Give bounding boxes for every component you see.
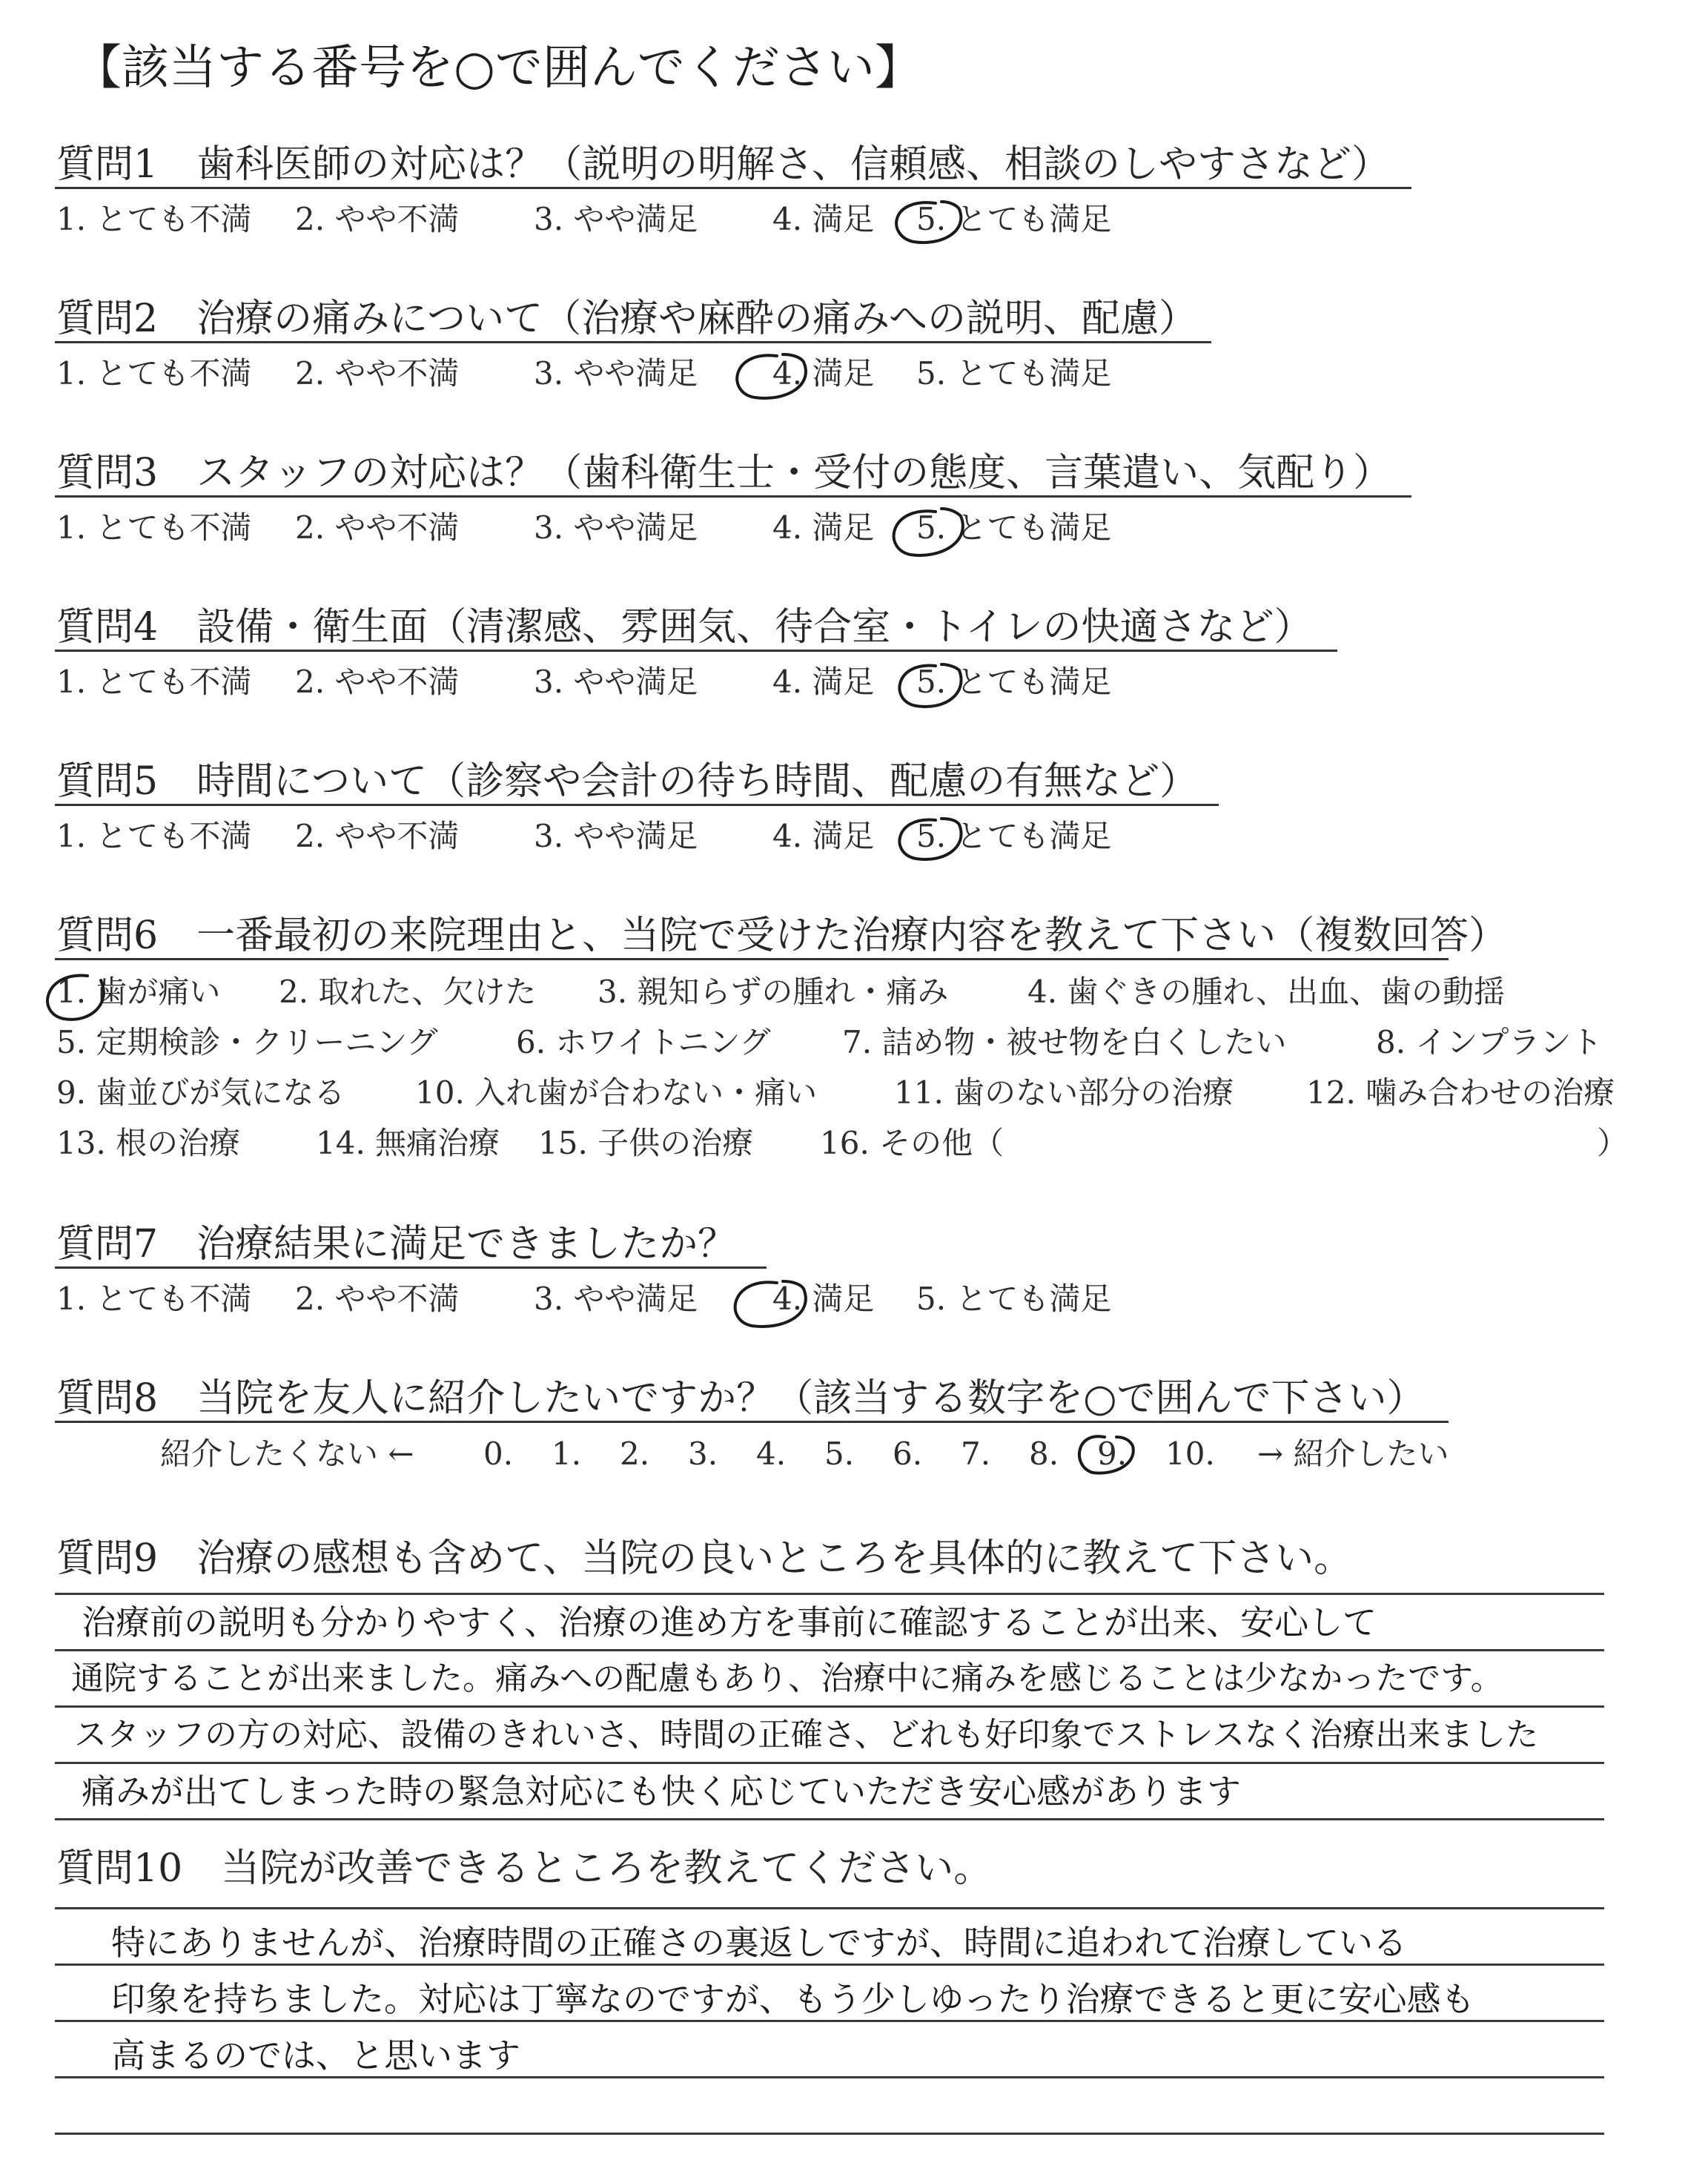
option-2[interactable]: 2. やや不満 xyxy=(295,509,460,546)
option-5[interactable]: 5. とても満足 xyxy=(916,355,1112,392)
option-4[interactable]: 4. 満足 xyxy=(772,818,875,854)
question-10 xyxy=(56,1845,992,1892)
question-3 xyxy=(56,449,1391,497)
option-3[interactable]: 3. やや満足 xyxy=(534,201,698,237)
handwritten-answer-line: スタッフの方の対応、設備のきれいさ、時間の正確さ、どれも好印象でストレスなく治療出来ました xyxy=(74,1716,1539,1754)
reason-option[interactable]: 15. 子供の治療 xyxy=(538,1125,754,1161)
option-2[interactable]: 2. やや不満 xyxy=(295,664,460,700)
scale-6[interactable]: 6. xyxy=(893,1436,923,1472)
question-underline xyxy=(55,1266,767,1269)
handwritten-answer-line: 特にありませんが、治療時間の正確さの裏返しですが、時間に追われて治療している xyxy=(111,1923,1407,1963)
question-text: 歯科医師の対応は？（説明の明解さ、信頼感、相談のしやすさなど） xyxy=(196,142,1391,187)
option-2[interactable]: 2. やや不満 xyxy=(295,355,460,392)
option-3[interactable]: 3. やや満足 xyxy=(534,818,698,854)
question-underline xyxy=(55,804,1219,806)
option-4[interactable]: 4. 満足 xyxy=(772,1281,875,1317)
scale-1[interactable]: 1. xyxy=(552,1436,582,1472)
option-2[interactable]: 2. やや不満 xyxy=(295,818,460,854)
option-2[interactable]: 2. やや不満 xyxy=(295,201,460,237)
reason-option[interactable]: 4. 歯ぐきの腫れ、出血、歯の動揺 xyxy=(1027,974,1505,1010)
option-1[interactable]: 1. とても不満 xyxy=(56,664,252,700)
question-text: スタッフの対応は？（歯科衛生士・受付の態度、言葉遣い、気配り） xyxy=(196,451,1392,495)
ruled-line xyxy=(55,1705,1604,1708)
option-4[interactable]: 4. 満足 xyxy=(772,355,875,392)
reason-option[interactable]: 5. 定期検診・クリーニング xyxy=(56,1024,438,1060)
question-underline xyxy=(55,341,1211,343)
question-9 xyxy=(56,1535,1352,1582)
reason-option[interactable]: 10. 入れ歯が合わない・痛い xyxy=(415,1074,818,1111)
scale-4[interactable]: 4. xyxy=(756,1436,787,1472)
reason-option[interactable]: 2. 取れた、欠けた xyxy=(279,974,537,1010)
question-8 xyxy=(56,1375,1425,1422)
ruled-line xyxy=(55,1964,1604,1966)
question-text: 時間について（診察や会計の待ち時間、配慮の有無など） xyxy=(196,759,1199,804)
reason-option-other[interactable]: 16. その他（ xyxy=(820,1125,1004,1161)
question-6 xyxy=(56,912,1507,960)
option-2[interactable]: 2. やや不満 xyxy=(295,1281,460,1317)
reason-option[interactable]: 8. インプラント xyxy=(1376,1024,1603,1060)
question-label: 質問1 xyxy=(56,142,159,187)
option-3[interactable]: 3. やや満足 xyxy=(534,664,698,700)
reason-option[interactable]: 13. 根の治療 xyxy=(56,1125,241,1161)
option-4[interactable]: 4. 満足 xyxy=(772,201,875,237)
handwritten-answer-line: 痛みが出てしまった時の緊急対応にも快く応じていただき安心感があります xyxy=(82,1771,1241,1811)
handwritten-answer-line: 治療前の説明も分かりやすく、治療の進め方を事前に確認することが出来、安心して xyxy=(82,1602,1377,1642)
question-label: 質問4 xyxy=(56,605,159,650)
scale-8[interactable]: 8. xyxy=(1029,1436,1059,1472)
handwritten-answer-line: 通院することが出来ました。痛みへの配慮もあり、治療中に痛みを感じることは少なかったです。 xyxy=(71,1659,1503,1697)
option-5[interactable]: 5. とても満足 xyxy=(916,1281,1112,1317)
question-underline xyxy=(55,958,1449,960)
scale-5[interactable]: 5. xyxy=(824,1436,855,1472)
question-1 xyxy=(56,141,1390,188)
scale-0[interactable]: 0. xyxy=(483,1436,514,1472)
scale-left-label: 紹介したくない ← xyxy=(160,1436,414,1472)
ruled-line xyxy=(55,2133,1604,2135)
reason-option[interactable]: 6. ホワイトニング xyxy=(516,1024,771,1060)
ruled-line xyxy=(55,2020,1604,2022)
ruled-line xyxy=(55,1762,1604,1764)
question-text: 当院が改善できるところを教えてください。 xyxy=(221,1846,993,1891)
question-label: 質問3 xyxy=(56,451,159,495)
question-text: 一番最初の来院理由と、当院で受けた治療内容を教えて下さい（複数回答） xyxy=(196,914,1508,958)
handwritten-answer-line: 高まるのでは、と思います xyxy=(111,2035,520,2075)
question-label: 質問9 xyxy=(56,1536,159,1581)
question-underline xyxy=(55,495,1411,498)
option-5[interactable]: 5. とても満足 xyxy=(916,201,1112,237)
reason-option[interactable]: 12. 噛み合わせの治療 xyxy=(1306,1074,1615,1111)
question-text: 当院を友人に紹介したいですか？（該当する数字を○で囲んで下さい） xyxy=(196,1376,1426,1421)
option-5[interactable]: 5. とても満足 xyxy=(916,664,1112,700)
question-7 xyxy=(56,1221,736,1268)
option-5[interactable]: 5. とても満足 xyxy=(916,818,1112,854)
question-2 xyxy=(56,295,1197,343)
question-underline xyxy=(55,650,1337,652)
question-text: 治療の痛みについて（治療や麻酔の痛みへの説明、配慮） xyxy=(196,297,1198,341)
scale-9[interactable]: 9. xyxy=(1097,1436,1128,1472)
other-close-paren: ） xyxy=(1597,1125,1629,1161)
option-4[interactable]: 4. 満足 xyxy=(772,509,875,546)
option-1[interactable]: 1. とても不満 xyxy=(56,201,252,237)
option-3[interactable]: 3. やや満足 xyxy=(534,355,698,392)
question-text: 設備・衛生面（清潔感、雰囲気、待合室・トイレの快適さなど） xyxy=(196,605,1313,650)
question-label: 質問7 xyxy=(56,1222,159,1266)
question-label: 質問10 xyxy=(56,1846,183,1891)
ruled-line xyxy=(55,1907,1604,1909)
scale-2[interactable]: 2. xyxy=(620,1436,650,1472)
question-label: 質問2 xyxy=(56,297,159,341)
ruled-line xyxy=(55,1818,1604,1820)
scale-right-label: → 紹介したい xyxy=(1257,1436,1449,1472)
option-4[interactable]: 4. 満足 xyxy=(772,664,875,700)
option-1[interactable]: 1. とても不満 xyxy=(56,509,252,546)
question-5 xyxy=(56,758,1198,805)
reason-option[interactable]: 14. 無痛治療 xyxy=(316,1125,500,1161)
question-text: 治療の感想も含めて、当院の良いところを具体的に教えて下さい。 xyxy=(196,1536,1353,1581)
scale-7[interactable]: 7. xyxy=(961,1436,991,1472)
reason-option[interactable]: 9. 歯並びが気になる xyxy=(56,1074,345,1111)
ruled-line xyxy=(55,1649,1604,1651)
question-label: 質問5 xyxy=(56,759,159,804)
option-1[interactable]: 1. とても不満 xyxy=(56,1281,252,1317)
question-text: 治療結果に満足できましたか？ xyxy=(196,1222,737,1266)
page-title: 【該当する番号を○で囲んでください】 xyxy=(74,41,922,96)
reason-option[interactable]: 11. 歯のない部分の治療 xyxy=(894,1074,1234,1111)
scale-3[interactable]: 3. xyxy=(688,1436,718,1472)
question-label: 質問6 xyxy=(56,914,159,958)
ruled-line xyxy=(55,2076,1604,2078)
ruled-line xyxy=(55,1593,1604,1595)
question-underline xyxy=(55,1421,1449,1423)
question-label: 質問8 xyxy=(56,1376,159,1421)
option-5[interactable]: 5. とても満足 xyxy=(916,509,1112,546)
option-3[interactable]: 3. やや満足 xyxy=(534,509,698,546)
reason-option[interactable]: 1. 歯が痛い xyxy=(56,974,221,1010)
option-1[interactable]: 1. とても不満 xyxy=(56,818,252,854)
option-3[interactable]: 3. やや満足 xyxy=(534,1281,698,1317)
scale-10[interactable]: 10. xyxy=(1165,1436,1215,1472)
handwritten-answer-line: 印象を持ちました。対応は丁寧なのですが、もう少しゆったり治療できると更に安心感も xyxy=(111,1979,1475,2019)
reason-option[interactable]: 3. 親知らずの腫れ・痛み xyxy=(598,974,949,1010)
question-underline xyxy=(55,187,1411,189)
option-1[interactable]: 1. とても不満 xyxy=(56,355,252,392)
question-4 xyxy=(56,604,1313,651)
reason-option[interactable]: 7. 詰め物・被せ物を白くしたい xyxy=(842,1024,1287,1060)
